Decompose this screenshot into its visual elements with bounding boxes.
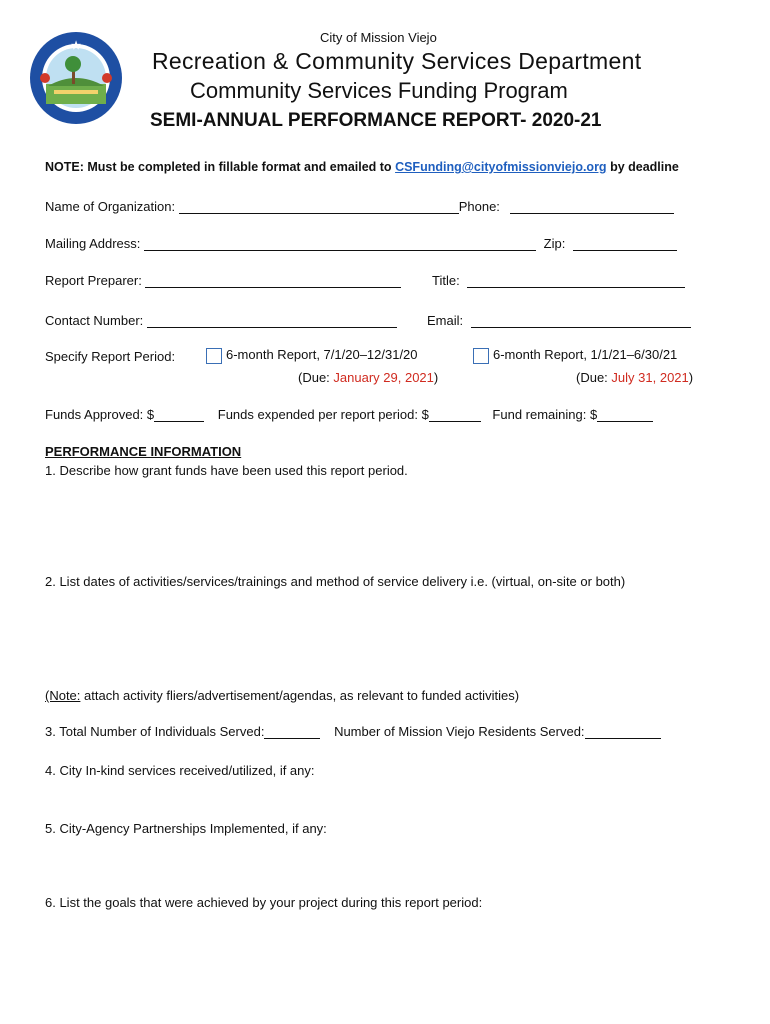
performance-heading: PERFORMANCE INFORMATION (45, 444, 242, 459)
question-6: 6. List the goals that were achieved by your project during this report period: (45, 895, 483, 910)
email-label: Email: (427, 313, 464, 328)
question-3 (45, 724, 661, 739)
contact-label: Contact Number: (45, 313, 144, 328)
attachment-note-text: attach activity fliers/advertisement/agendas, as relevant to funded activities) (80, 688, 520, 703)
title-input[interactable] (467, 275, 685, 288)
title-label: Title: (432, 273, 460, 288)
funds-expended-label: Funds expended per report period: $ (217, 407, 429, 422)
individuals-served-input[interactable] (264, 726, 320, 739)
funding-email-link[interactable]: CSFunding@cityofmissionviejo.org (395, 160, 607, 174)
question-2: 2. List dates of activities/services/trainings and method of service delivery i.e. (virtual, on-site or both) (45, 574, 626, 589)
preparer-input[interactable] (145, 275, 401, 288)
phone-input[interactable] (510, 201, 674, 214)
period-2-due-date: July 31, 2021 (611, 370, 689, 385)
question-4: 4. City In-kind services received/utilized, if any: (45, 763, 315, 778)
fund-remaining-input[interactable] (597, 409, 653, 422)
program-title: Community Services Funding Program (190, 78, 568, 103)
fund-remaining-label: Fund remaining: $ (492, 407, 598, 422)
answer-5-area[interactable] (45, 840, 725, 892)
address-label: Mailing Address: (45, 236, 141, 251)
residents-served-input[interactable] (585, 726, 661, 739)
contact-row (45, 313, 397, 328)
org-row (45, 199, 674, 214)
org-input[interactable] (179, 201, 459, 214)
funds-approved-label: Funds Approved: $ (45, 407, 155, 422)
period-1-due (298, 370, 438, 385)
period-option-1[interactable] (206, 347, 418, 364)
zip-input[interactable] (573, 238, 677, 251)
question-5: 5. City-Agency Partnerships Implemented, if any: (45, 821, 327, 836)
org-label: Name of Organization: (45, 199, 176, 214)
period-2-due (576, 370, 693, 385)
city-seal (28, 30, 124, 126)
preparer-row (45, 273, 401, 288)
period-option-2[interactable] (473, 347, 677, 364)
city-name: City of Mission Viejo (320, 30, 437, 45)
period-label: Specify Report Period: (45, 349, 176, 364)
attachment-note (45, 688, 519, 703)
answer-1-area[interactable] (45, 482, 725, 567)
residents-served-label: Number of Mission Viejo Residents Served: (334, 724, 585, 739)
answer-6-area[interactable] (45, 914, 725, 1004)
address-row (45, 236, 677, 251)
note-suffix: by deadline (610, 160, 679, 174)
contact-input[interactable] (147, 315, 397, 328)
funds-approved-input[interactable] (154, 409, 204, 422)
note-prefix: NOTE: Must be completed in fillable format and emailed to (45, 160, 392, 174)
department-title: Recreation & Community Services Department (152, 48, 642, 74)
period-1-due-date: January 29, 2021 (333, 370, 434, 385)
title-row (432, 273, 685, 288)
period-2-due-prefix: (Due: (576, 370, 608, 385)
period-2-checkbox[interactable] (473, 348, 489, 364)
question-1: 1. Describe how grant funds have been used this report period. (45, 463, 408, 478)
preparer-label: Report Preparer: (45, 273, 142, 288)
individuals-served-label: 3. Total Number of Individuals Served: (45, 724, 265, 739)
phone-label: Phone: (458, 199, 500, 214)
period-2-label: 6-month Report, 1/1/21–6/30/21 (493, 347, 678, 362)
period-1-checkbox[interactable] (206, 348, 222, 364)
funds-expended-input[interactable] (429, 409, 481, 422)
period-1-label: 6-month Report, 7/1/20–12/31/20 (226, 347, 418, 362)
attachment-note-label: (Note: (45, 688, 81, 703)
period-1-due-suffix: ) (433, 370, 439, 385)
svg-text:★: ★ (71, 40, 81, 52)
deadline-note (45, 160, 679, 174)
zip-label: Zip: (543, 236, 566, 251)
address-input[interactable] (144, 238, 536, 251)
email-input[interactable] (471, 315, 691, 328)
report-title: SEMI-ANNUAL PERFORMANCE REPORT- 2020-21 (150, 110, 602, 131)
answer-4-area[interactable] (45, 782, 725, 818)
email-row (427, 313, 691, 328)
answer-2-area[interactable] (45, 594, 725, 679)
period-1-due-prefix: (Due: (298, 370, 330, 385)
period-2-due-suffix: ) (688, 370, 694, 385)
funds-row (45, 407, 653, 422)
